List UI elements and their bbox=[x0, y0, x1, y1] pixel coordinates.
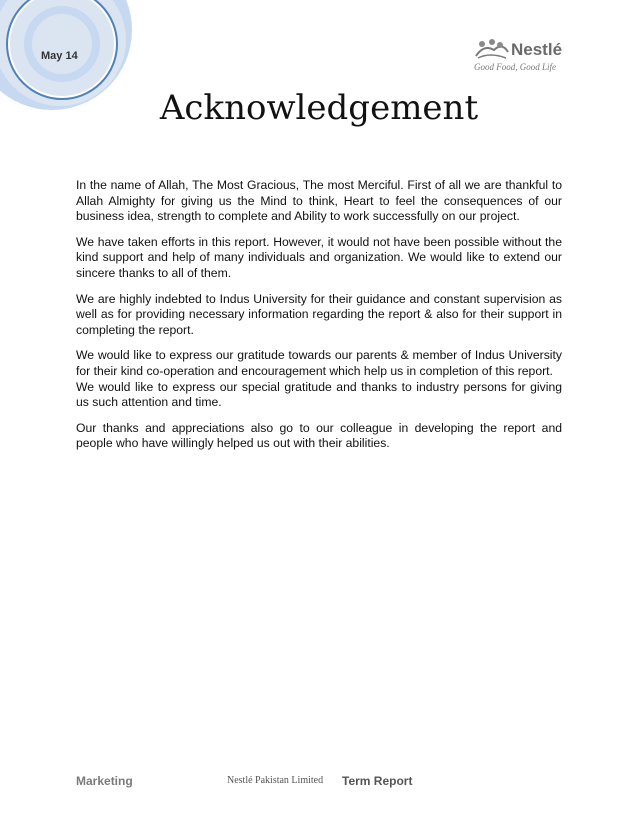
paragraph: Our thanks and appreciations also go to our colleague in developing the report and people who have willingly helped us out with their abilities. bbox=[76, 420, 562, 451]
acknowledgement-body bbox=[76, 178, 562, 462]
logo-brand: Nestlé bbox=[511, 40, 563, 59]
page-title: Acknowledgement bbox=[159, 88, 479, 128]
paragraph: We would like to express our special gratitude and thanks to industry persons for giving us such attention and time. bbox=[76, 379, 562, 410]
logo-tagline: Good Food, Good Life bbox=[474, 62, 556, 72]
paragraph: We have taken efforts in this report. However, it would not have been possible without the kind support and help of many individuals and organization. We would like to extend our sincere thanks to all of them. bbox=[76, 234, 562, 280]
paragraph: In the name of Allah, The Most Gracious, The most Merciful. First of all we are thankful to Allah Almighty for giving us the Mind to think, Heart to feel the consequences of our business idea, strength to complete and Ability to work successfully on our project. bbox=[76, 178, 562, 224]
bird-nest-icon bbox=[472, 36, 512, 62]
footer-right: Term Report bbox=[342, 774, 413, 788]
nestle-logo bbox=[472, 36, 572, 80]
paragraph: We are highly indebted to Indus University for their guidance and constant supervision as well as for providing necessary information regarding the report & also for their support in completing the report. bbox=[76, 291, 562, 337]
header-date: May 14 bbox=[41, 50, 78, 62]
footer-middle: Nestlé Pakistan Limited bbox=[227, 775, 324, 786]
footer-left: Marketing bbox=[76, 774, 133, 788]
page-footer bbox=[76, 774, 576, 790]
paragraph: We would like to express our gratitude towards our parents & member of Indus University for their kind co-operation and encouragement which help us in completion of this report. bbox=[76, 348, 562, 378]
